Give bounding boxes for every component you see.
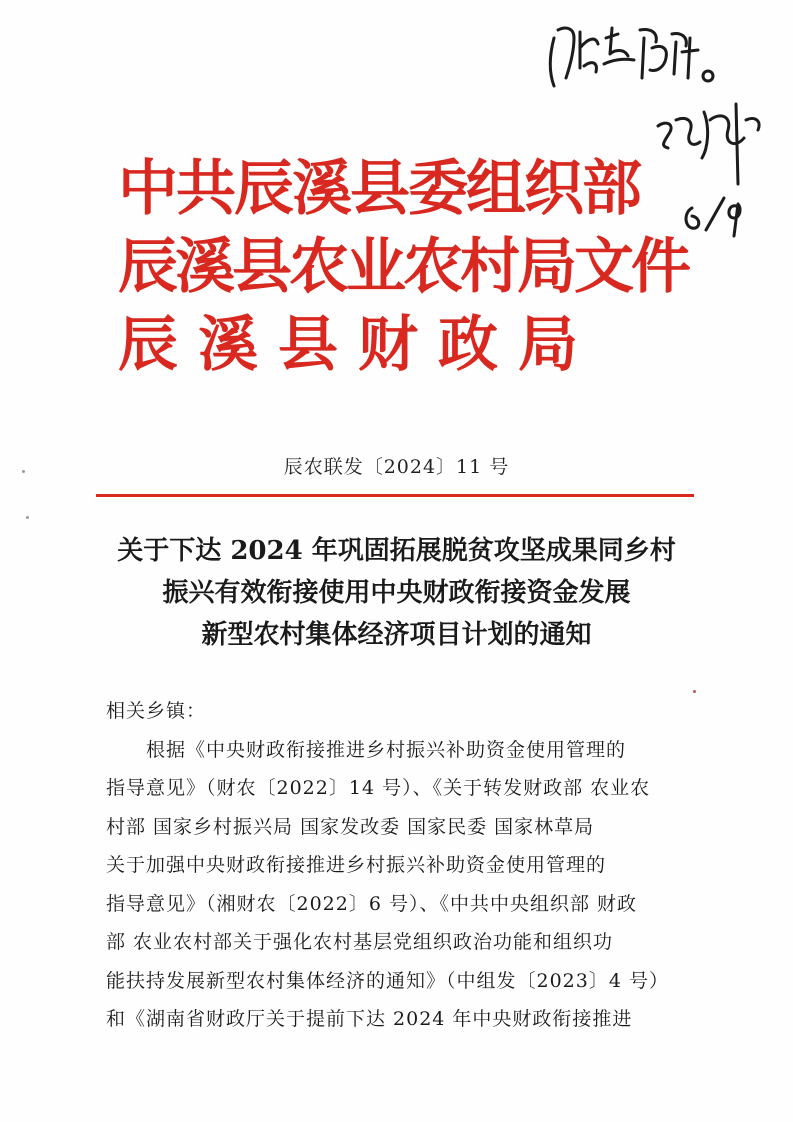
red-divider-rule (96, 494, 694, 497)
body-line: 和《湖南省财政厅关于提前下达 2024 年中央财政衔接推进 (106, 1008, 633, 1030)
salutation: 相关乡镇： (106, 700, 207, 722)
title-line-1: 关于下达 2024 年巩固拓展脱贫攻坚成果同乡村 (117, 536, 676, 566)
document-body (106, 692, 696, 1039)
masthead (118, 150, 698, 384)
body-line: 村部 国家乡村振兴局 国家发改委 国家民委 国家林草局 (106, 815, 595, 838)
body-line: 根据《中央财政衔接推进乡村振兴补助资金使用管理的 (146, 738, 627, 761)
masthead-line-agriculture-bureau: 辰溪县农业农村局文件 (118, 232, 688, 302)
body-line: 关于加强中央财政衔接推进乡村振兴补助资金使用管理的 (106, 854, 607, 876)
document-number: 辰农联发〔2024〕11 号 (283, 456, 510, 478)
scan-speck (26, 516, 29, 519)
body-line: 指导意见》（财农〔2022〕14 号）、《关于转发财政部 农业农 (106, 777, 651, 799)
masthead-line-finance-bureau: 辰溪县财政局 (118, 310, 598, 380)
document-title (60, 530, 733, 656)
body-line: 能扶持发展新型农村集体经济的通知》（中组发〔2023〕4 号） (106, 969, 669, 992)
body-line: 部 农业农村部关于强化农村基层党组织政治功能和组织功 (106, 931, 614, 953)
scan-speck (693, 690, 696, 693)
scan-speck (22, 470, 25, 473)
title-line-3: 新型农村集体经济项目计划的通知 (201, 620, 592, 650)
title-line-2: 振兴有效衔接使用中央财政衔接资金发展 (162, 578, 631, 608)
masthead-line-organization-dept: 中共辰溪县委组织部 (118, 154, 640, 224)
body-line: 指导意见》（湘财农〔2022〕6 号）、《中共中央组织部 财政 (106, 892, 638, 915)
